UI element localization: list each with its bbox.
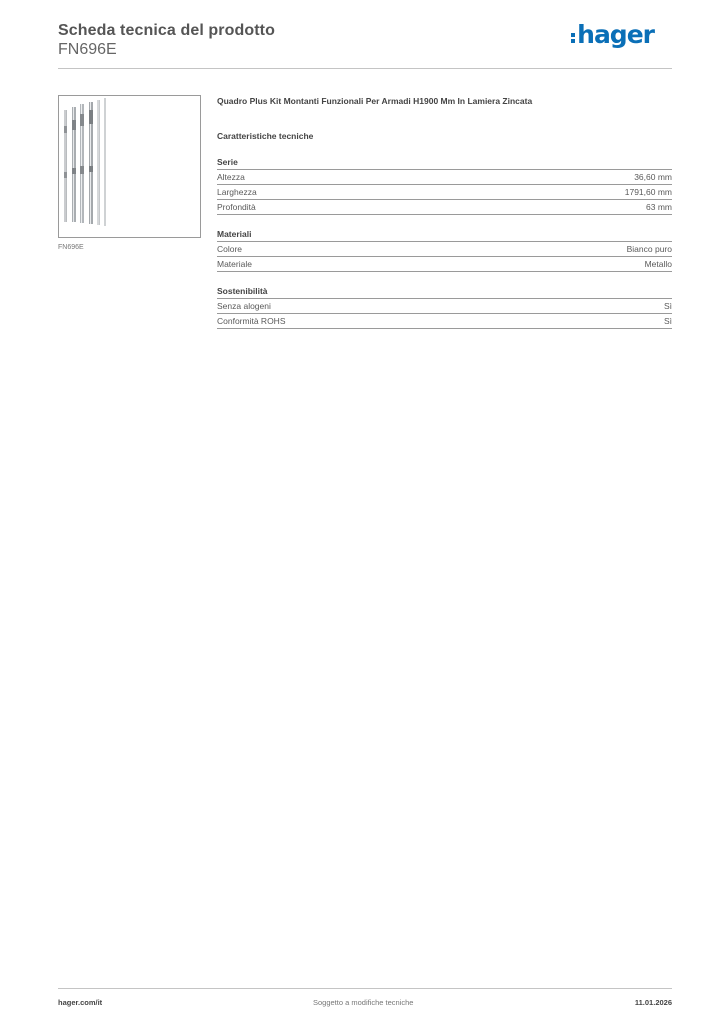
spec-value: 36,60 mm — [634, 172, 672, 182]
spec-label: Conformità ROHS — [217, 316, 286, 326]
spec-row — [217, 242, 672, 257]
spec-value: 1791,60 mm — [624, 187, 672, 197]
spec-value: Sì — [663, 316, 672, 326]
spec-group-title: Serie — [217, 156, 672, 170]
product-name: Quadro Plus Kit Montanti Funzionali Per Armadi H1900 Mm In Lamiera Zincata — [217, 96, 533, 106]
spec-row — [217, 200, 672, 215]
footer-website-link[interactable]: hager.com/it — [58, 998, 103, 1007]
image-caption: FN696E — [58, 244, 84, 251]
spec-label: Profondità — [217, 202, 256, 212]
footer-notice: Soggetto a modifiche tecniche — [313, 998, 414, 1007]
page-header — [58, 20, 672, 68]
spec-value: Bianco puro — [626, 244, 672, 254]
product-details — [217, 95, 672, 329]
spec-label: Altezza — [217, 172, 245, 182]
spec-group-sostenibilita — [217, 285, 672, 329]
header-divider — [58, 68, 672, 69]
spec-value: Sì — [663, 301, 672, 311]
logo-text: hager — [577, 20, 654, 49]
spec-group-serie — [217, 156, 672, 215]
spec-row — [217, 299, 672, 314]
hager-logo[interactable] — [571, 20, 654, 50]
product-image — [58, 95, 201, 238]
spec-row — [217, 170, 672, 185]
hager-logo-icon — [571, 33, 575, 43]
spec-group-title: Materiali — [217, 228, 672, 242]
spec-value: 63 mm — [646, 202, 672, 212]
footer-date: 11.01.2026 — [634, 998, 672, 1007]
document-title: Scheda tecnica del prodotto — [58, 22, 275, 39]
spec-row — [217, 185, 672, 200]
spec-group-materiali — [217, 228, 672, 272]
spec-value: Metallo — [644, 259, 672, 269]
specs-heading: Caratteristiche tecniche — [217, 131, 314, 141]
product-code: FN696E — [58, 41, 117, 58]
spec-label: Materiale — [217, 259, 252, 269]
spec-label: Larghezza — [217, 187, 257, 197]
spec-label: Colore — [217, 244, 243, 254]
footer-divider — [58, 988, 672, 989]
spec-group-title: Sostenibilità — [217, 285, 672, 299]
product-rails-image — [59, 96, 200, 237]
spec-label: Senza alogeni — [217, 301, 271, 311]
spec-row — [217, 314, 672, 329]
spec-row — [217, 257, 672, 272]
